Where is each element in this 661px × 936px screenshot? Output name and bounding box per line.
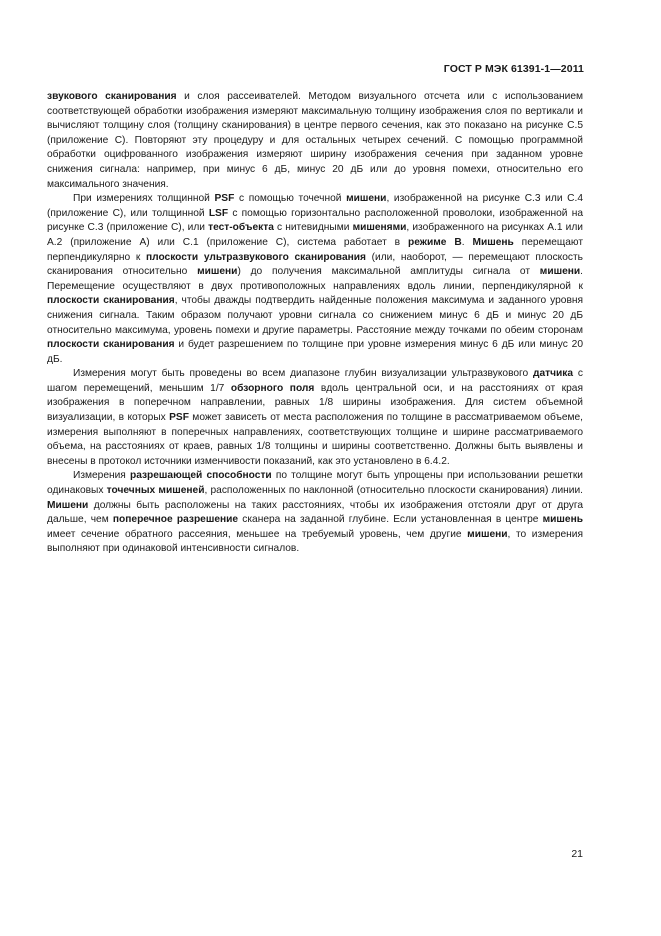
text-run: с нитевидными (273, 222, 353, 234)
term: мишени (346, 193, 387, 205)
text-run: , расположенных по наклонной (относительно плоскости сканирования) линии. (204, 485, 584, 497)
term: режиме В (407, 236, 462, 248)
term: мишенями (352, 222, 407, 234)
text-run: сканера на заданной глубине. Если установленная в центре (238, 514, 543, 526)
term: поперечное разрешение (112, 514, 239, 526)
term: LSF (208, 207, 229, 219)
term: датчика (533, 368, 574, 380)
term: мишени (539, 266, 581, 278)
text-run: ) до получения максимальной амплитуды сигнала от (237, 266, 540, 278)
text-run: вдоль центральной оси, и на расстояниях от края изображения в поперечном направлении, равных 1/8 ширины изображения. Для систем объемной визуализации, в которых (47, 382, 583, 424)
term: плоскости сканирования (47, 295, 175, 307)
text-run: имеет сечение обратного рассеяния, меньшее на требуемый уровень, чем другие (47, 528, 468, 540)
text-run: должны быть расположены на таких расстояниях, чтобы их изображения отстояли друг от друга дальше, чем (47, 499, 583, 526)
text-run: перемещают перпендикулярно к (47, 236, 584, 263)
standard-header: ГОСТ Р МЭК 61391-1—2011 (443, 63, 584, 75)
text-run: по толщине могут быть упрощены при использовании решетки одинаковых (47, 470, 583, 497)
text-run: Измерения могут быть проведены во всем диапазоне глубин визуализации ультразвукового (73, 368, 533, 380)
term: PSF (169, 412, 189, 424)
text-run: . Перемещение осуществляют в двух противоположных направлениях вдоль линии, перпендикулярной к (47, 266, 583, 292)
text-run: . (461, 236, 473, 248)
text-run: , то измерения выполняют при одинаковой интенсивности сигналов. (47, 528, 583, 555)
text-run: , чтобы дважды подтвердить найденные положения максимума и заданного уровня снижения сигнала. Таким образом получают уровни сигнала со снижением минус 6 дБ и минус 20 дБ относительно максимума, уровень помехи и другие параметры. Расстояние между точками по обеим сторонам (47, 295, 583, 336)
term: PSF (214, 193, 235, 205)
term: разрешающей способности (129, 470, 272, 482)
term: мишени (467, 528, 508, 540)
term: Мишени (47, 499, 89, 511)
paragraph-2 (47, 192, 583, 367)
term: мишень (542, 514, 583, 526)
text-run: (или, наоборот, — перемещают плоскость сканирования относительно (47, 251, 583, 278)
paragraph-4 (47, 469, 583, 557)
paragraph-1 (47, 90, 583, 192)
paragraph-3 (47, 367, 583, 469)
term: точечных мишеней (106, 485, 205, 497)
text-run: , изображенного на рисунках А.1 или А.2 (приложение А) или С.1 (приложение С), система работает в (47, 222, 583, 248)
term: тест-объекта (208, 222, 274, 234)
text-run: и слоя рассеивателей. Методом визуального отсчета или с использованием соответствующей обработки изображения измеряют максимальную толщину изображения слоя по вертикали и вычисляют толщину слоя (толщину сканирования) в центре первого сечения, как это показано на рисунке С.5 (приложение С). Повторяют эту процедуру и для остальных четырех сечений. С помощью программной обработки оцифрованного изображения измеряют ширину изображения сечения при заданном уровне снижения сигнала: например, при минус 6 дБ, минус 20 дБ или до уровня помехи, относительно его максимального значения. (47, 91, 583, 190)
term: плоскости сканирования (47, 339, 175, 351)
text-run: может зависеть от места расположения по толщине в рассматриваемом объеме, измерения выполняют в поперечных направлениях, соответствующих толщине и ширине рассматриваемого объема, на расстояниях от краев, равных 1/8 толщины и ширины соответственно. Должны быть выявлены и внесены в протокол источники изменчивости показаний, как это установлено в 6.4.2. (47, 412, 583, 467)
text-run: и будет разрешением по толщине при уровне измерения минус 6 дБ или минус 20 дБ. (47, 339, 583, 365)
term: Мишень (472, 236, 514, 248)
page-number: 21 (571, 848, 583, 860)
term: обзорного поля (230, 382, 315, 394)
text-run: с шагом перемещений, меньшим 1/7 (47, 368, 583, 394)
term: мишени (197, 266, 238, 278)
text-run: с помощью горизонтально расположенной проволоки, изображенной на рисунке С.3 (приложение С), или (47, 207, 583, 234)
text-run: Измерения (73, 470, 130, 482)
text-run: , изображенной на рисунке С.3 или С.4 (приложение С), или толщинной (47, 193, 583, 219)
term: плоскости ультразвукового сканирования (145, 251, 366, 263)
text-run: с помощью точечной (234, 193, 347, 205)
term: звукового сканирования (47, 91, 177, 102)
body-text (47, 90, 583, 557)
text-run: При измерениях толщинной (73, 193, 215, 205)
